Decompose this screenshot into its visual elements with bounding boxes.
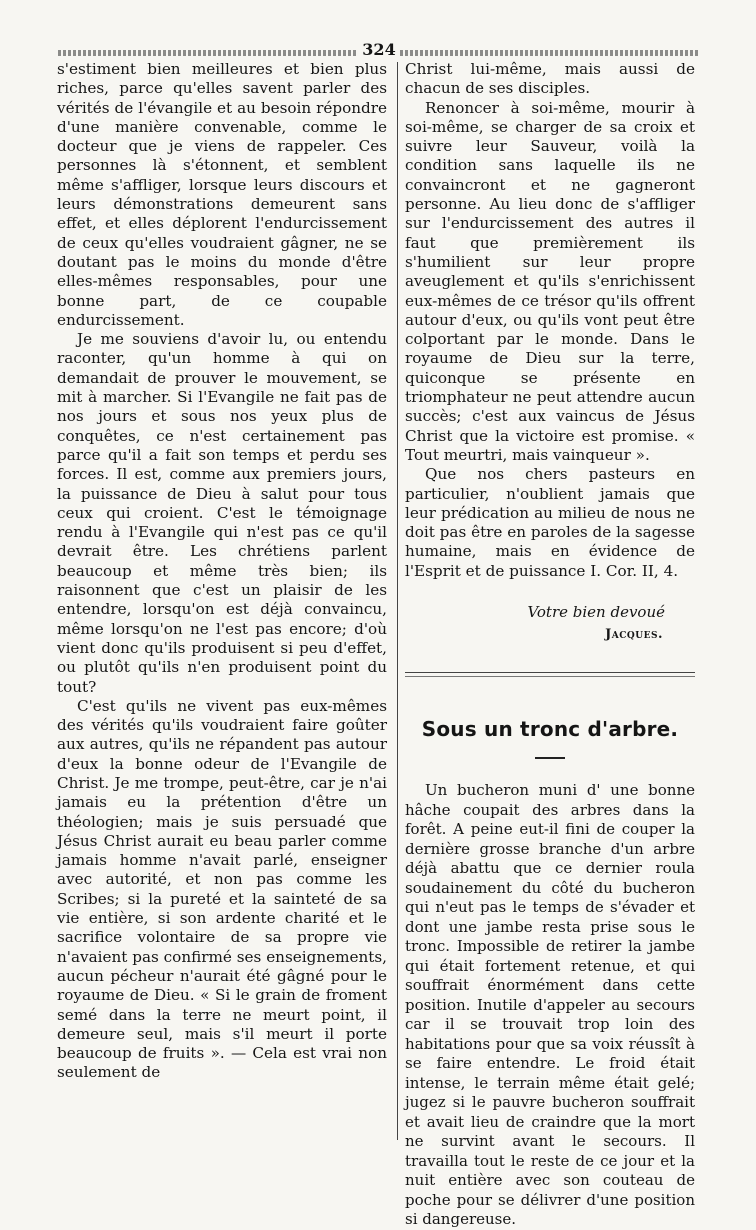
paragraph: Renoncer à soi-même, mourir à soi-même, se charger de sa croix et suivre leur Sauveur, voilà la condition sans laquelle ils ne convaincront et ne gagneront personne. Au lieu donc de s'affliger sur l'endurcissement des autres il faut que premièrement ils s'humilient sur leur propre aveuglement et qu'ils s'enrichissent eux-mêmes de ce trésor qu'ils offrent autour d'eux, ou qu'ils vont peut être colportant par le monde. Dans le royaume de Dieu sur la terre, quiconque se présente en triomphateur ne peut attendre aucun succès; c'est aux vaincus de Jésus Christ que la victoire est promise. « Tout meurtri, mais vainqueur ». [405, 98, 695, 464]
section-title: Sous un tronc d'arbre. [421, 717, 679, 742]
paragraph: Je me souviens d'avoir lu, ou entendu raconter, qu'un homme à qui on demandait de prouver le mouvement, se mit à marcher. Si l'Evangile ne fait pas de nos jours et sous nos yeux plus de conquêtes, ce n'est certainement pas parce qu'il a fait son temps et perdu ses forces. Il est, comme aux premiers jours, la puissance de Dieu à salut pour tous ceux qui croient. C'est le témoignage rendu à l'Evangile qui n'est pas ce qu'il devrait être. Les chrétiens parlent beaucoup et même très bien; ils raisonnent que c'est un plaisir de les entendre, lorsqu'on est déjà convaincu, même lorsqu'on ne l'est pas encore; d'où vient donc qu'ils produisent si peu d'effet, ou plutôt qu'ils n'en produisent point du tout? [57, 330, 387, 696]
running-head [58, 40, 698, 60]
section-separator [405, 672, 695, 677]
paragraph: Un bucheron muni d' une bonne hâche coupait des arbres dans la forêt. A peine eut-il fini de couper la dernière grosse branche d'un arbre déjà abattu que ce dernier roula soudainement du côté du bucheron qui n'eut pas le temps de s'évader et dont une jambe resta prise sous le tronc. Impossible de retirer la jambe qui était fortement retenue, et qui souffrait énormément dans cette position. Inutile d'appeler au secours car il se trouvait trop loin des habitations pour que sa voix réussît à se faire entendre. Le froid était intense, le terrain même était gelé; jugez si le pauvre bucheron souffrait et avait lieu de craindre que la mort ne survint avant le secours. Il travailla tout le reste de ce jour et la nuit entière avec son couteau de poche pour se délivrer d'une position si dangereuse. [405, 781, 695, 1229]
title-rule [535, 757, 565, 759]
paragraph: s'estiment bien meilleures et bien plus riches, parce qu'elles savent parler des vérités de l'évangile et au besoin répondre d'une manière convenable, comme le docteur que je viens de rappeler. Ces personnes là s'étonnent, et semblent même s'affliger, lorsque leurs discours et leurs démonstrations demeurent sans effet, et elles déplorent l'endurcissement de ceux qu'elles voudraient gâgner, ne se doutant pas le moins du monde d'être elles-mêmes responsables, pour une bonne part, de ce coupable endurcissement. [57, 60, 387, 329]
paragraph: Que nos chers pasteurs en particulier, n'oublient jamais que leur prédication au milieu de nous ne doit pas être en paroles de la sagesse humaine, mais en évidence de l'Esprit et de puissance I. Cor. II, 4. [405, 465, 695, 580]
header-ornament-left [58, 50, 358, 56]
letter-signoff: Votre bien devoué [527, 603, 665, 622]
story-body [405, 781, 695, 1230]
column-divider [397, 62, 398, 1140]
letter-signature: Jacques. [605, 627, 663, 643]
left-column [57, 60, 387, 1083]
paragraph: Christ lui-même, mais aussi de chacun de ses disciples. [405, 60, 695, 98]
header-ornament-right [400, 50, 700, 56]
paragraph: C'est qu'ils ne vivent pas eux-mêmes des vérités qu'ils voudraient faire goûter aux autres, qu'ils ne répandent pas autour d'eux la bonne odeur de l'Evangile de Christ. Je me trompe, peut-être, car je n'ai jamais eu la prétention d'être un théologien; mais je suis persuadé que Jésus Christ aurait eu beau parler comme jamais homme n'avait parlé, enseigner avec autorité, et non pas comme les Scribes; si la pureté et la sainteté de sa vie entière, si son ardente charité et le sacrifice volontaire de sa propre vie n'avaient pas confirmé ses enseignements, aucun pécheur n'aurait été gâgné pour le royaume de Dieu. « Si le grain de froment semé dans la terre ne meurt point, il demeure seul, mais s'il meurt il porte beaucoup de fruits ». — Cela est vrai non seulement de [57, 696, 387, 1082]
right-column [405, 60, 695, 1230]
page-number: 324 [362, 40, 396, 59]
